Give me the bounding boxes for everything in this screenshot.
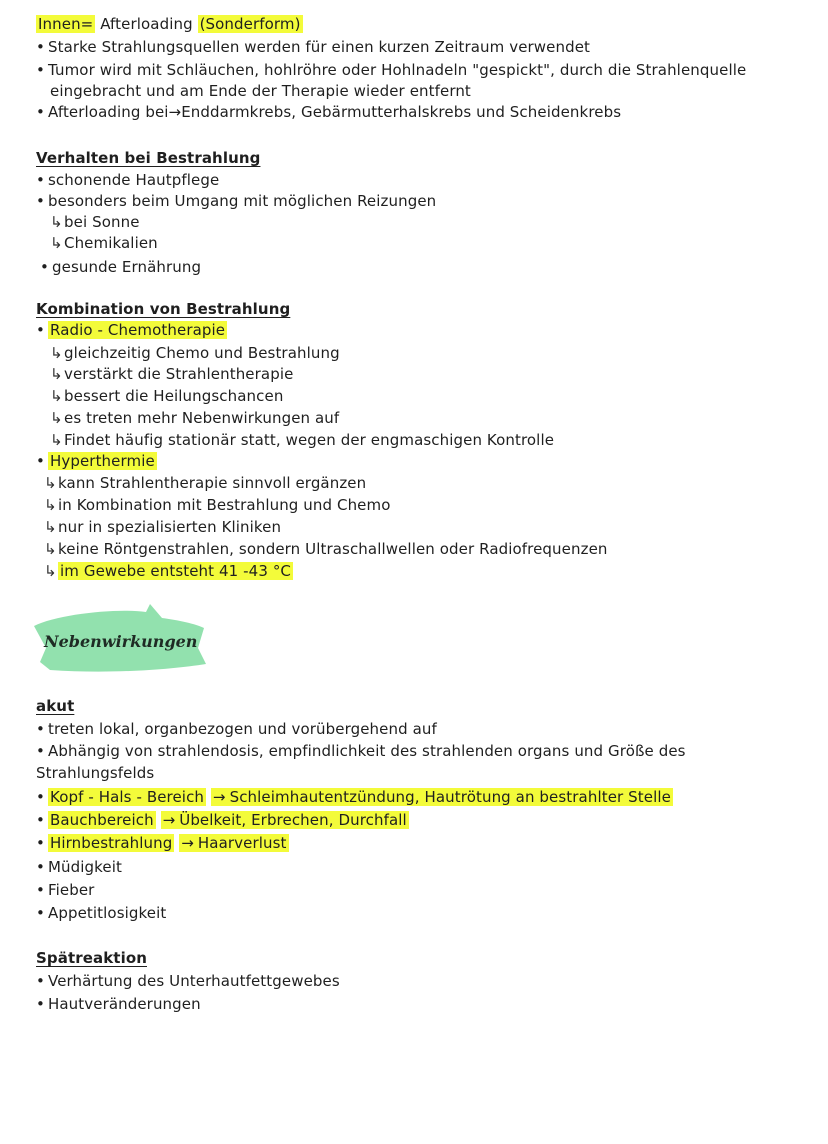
heading-afterloading: Afterloading — [100, 15, 193, 33]
sub-item: ↳gleichzeitig Chemo und Bestrahlung — [50, 344, 340, 362]
list-item: • Tumor wird mit Schläuchen, hohlröhre oder Hohlnadeln "gespickt", durch die Strahlenquelle — [36, 61, 747, 79]
arrow-icon: ↳ — [44, 518, 57, 536]
arrow-icon: ↳ — [50, 431, 63, 449]
list-item-highlight: • Kopf - Hals - Bereich → Schleimhautentzündung, Hautrötung an bestrahlter Stelle — [36, 788, 671, 806]
list-item: • treten lokal, organbezogen und vorübergehend auf — [36, 720, 437, 738]
list-item: • Starke Strahlungsquellen werden für einen kurzen Zeitraum verwendet — [36, 38, 591, 56]
banner-label: Nebenwirkungen — [44, 632, 198, 651]
sub-item: ↳Findet häufig stationär statt, wegen der engmaschigen Kontrolle — [50, 431, 555, 449]
list-item: • Müdigkeit — [36, 858, 122, 876]
list-item-highlight: • Bauchbereich → Übelkeit, Erbrechen, Durchfall — [36, 811, 407, 829]
arrow-icon: ↳ — [50, 213, 63, 231]
kombination-heading: Kombination von Bestrahlung — [36, 300, 291, 318]
afterloading-heading — [36, 14, 303, 34]
sub-item: ↳bessert die Heilungschancen — [50, 387, 284, 405]
sub-item: ↳kann Strahlentherapie sinnvoll ergänzen — [44, 474, 367, 492]
list-item: • besonders beim Umgang mit möglichen Reizungen — [36, 192, 437, 210]
list-item: • Hautveränderungen — [36, 995, 201, 1013]
list-item: • schonende Hautpflege — [36, 171, 220, 189]
arrow-icon: ↳ — [50, 234, 63, 252]
sub-item: ↳es treten mehr Nebenwirkungen auf — [50, 409, 340, 427]
verhalten-heading: Verhalten bei Bestrahlung — [36, 149, 261, 167]
heading-sonderform: (Sonderform) — [199, 15, 301, 33]
list-item: • Abhängig von strahlendosis, empfindlichkeit des strahlenden organs und Größe des — [36, 742, 686, 760]
list-item-highlight: • Hirnbestrahlung → Haarverlust — [36, 834, 287, 852]
arrow-icon: ↳ — [50, 344, 63, 362]
list-item: • Fieber — [36, 881, 95, 899]
arrow-icon: ↳ — [44, 496, 57, 514]
spaetreaktion-heading: Spätreaktion — [36, 949, 147, 967]
list-item: • Afterloading bei→Enddarmkrebs, Gebärmutterhalskrebs und Scheidenkrebs — [36, 103, 622, 121]
list-item: • Verhärtung des Unterhautfettgewebes — [36, 972, 340, 990]
akut-heading: akut — [36, 697, 75, 715]
sub-item: ↳ im Gewebe entsteht 41 -43 °C — [44, 562, 292, 580]
list-item: • gesunde Ernährung — [40, 258, 202, 276]
arrow-icon: ↳ — [44, 562, 57, 580]
arrow-icon: ↳ — [44, 474, 57, 492]
sub-item: ↳bei Sonne — [50, 213, 140, 231]
sub-item: ↳Chemikalien — [50, 234, 158, 252]
arrow-icon: ↳ — [50, 387, 63, 405]
sub-item: ↳verstärkt die Strahlentherapie — [50, 365, 294, 383]
sub-item: ↳in Kombination mit Bestrahlung und Chemo — [44, 496, 391, 514]
heading-innen: Innen= — [38, 15, 94, 33]
sub-item: ↳nur in spezialisierten Kliniken — [44, 518, 282, 536]
list-item-hyperthermie: • Hyperthermie — [36, 452, 155, 470]
list-item-continuation: eingebracht und am Ende der Therapie wieder entfernt — [50, 82, 471, 100]
sub-item: ↳keine Röntgenstrahlen, sondern Ultraschallwellen oder Radiofrequenzen — [44, 540, 608, 558]
list-item-continuation: Strahlungsfelds — [36, 764, 155, 782]
arrow-icon: ↳ — [50, 409, 63, 427]
list-item-radio: • Radio - Chemotherapie — [36, 321, 226, 339]
arrow-icon: ↳ — [50, 365, 63, 383]
arrow-icon: ↳ — [44, 540, 57, 558]
list-item: • Appetitlosigkeit — [36, 904, 167, 922]
